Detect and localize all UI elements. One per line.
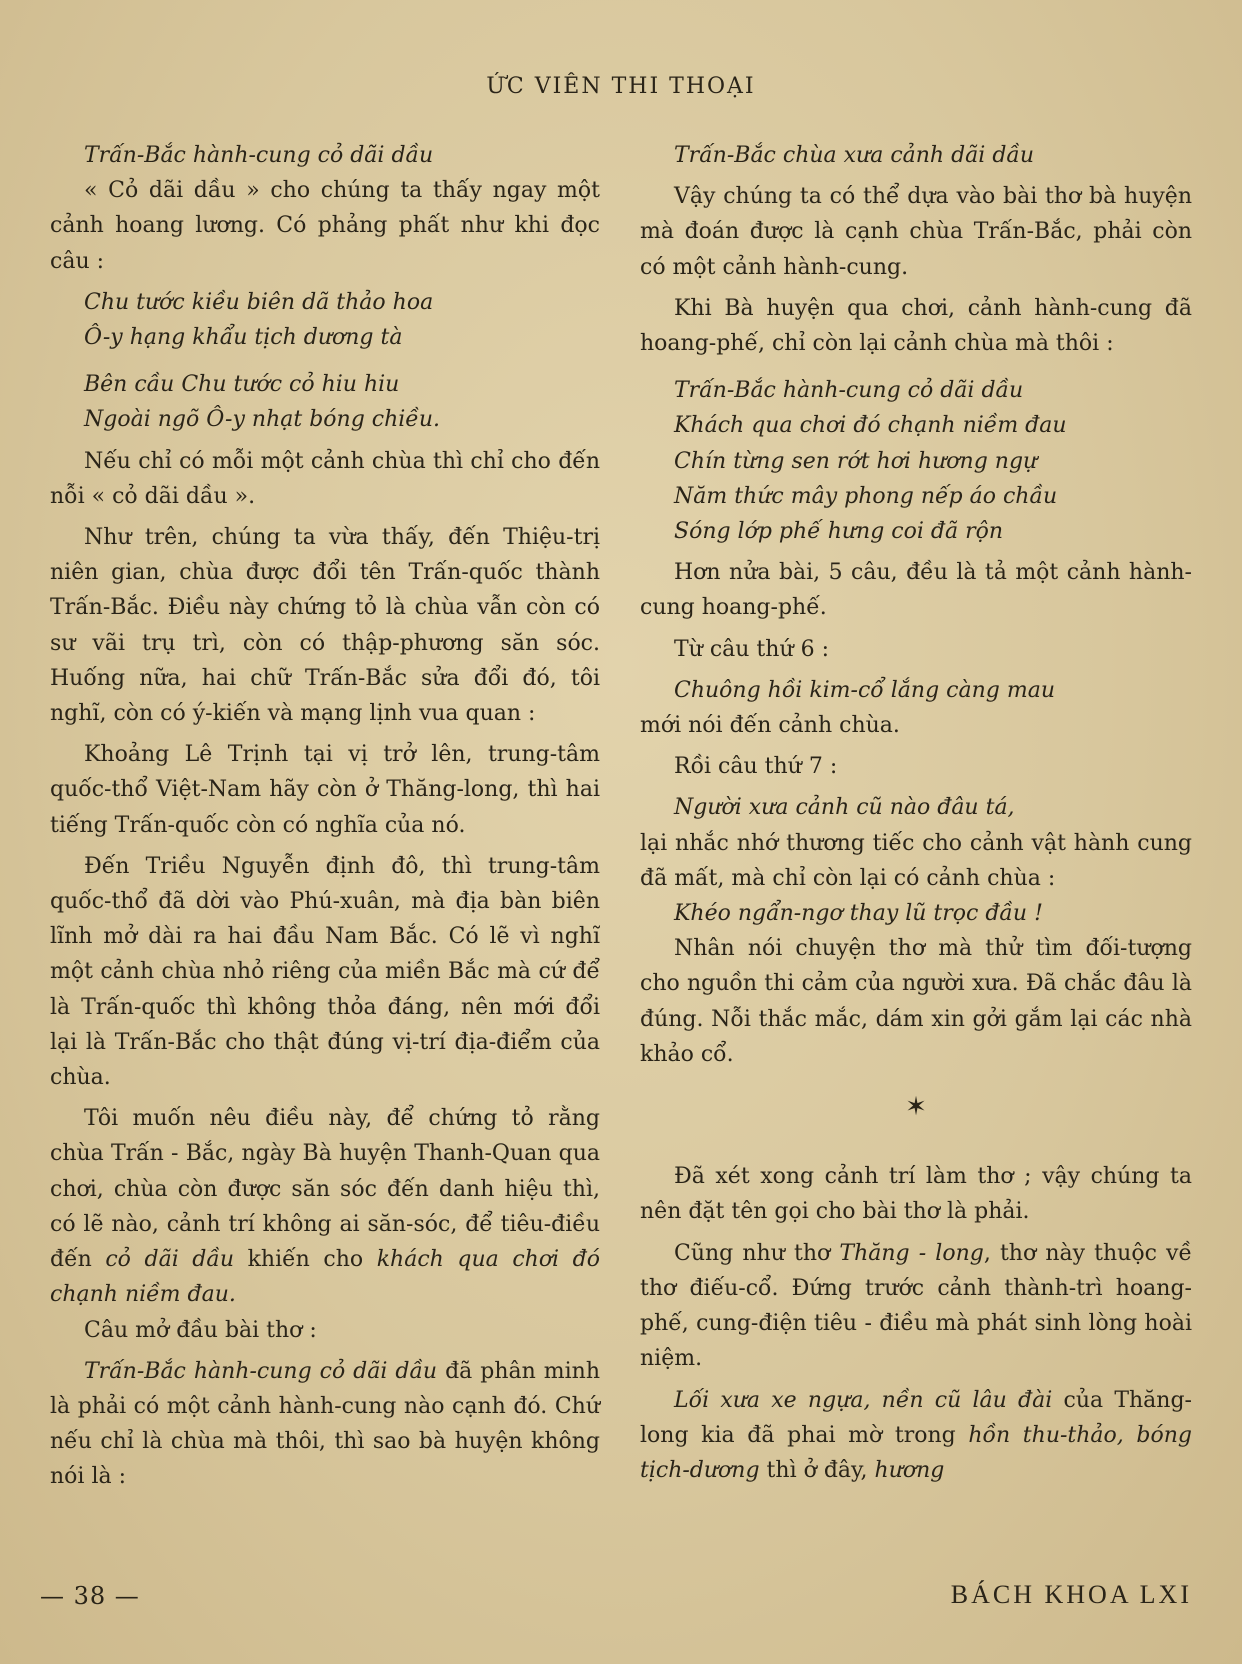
paragraph: Nếu chỉ có mỗi một cảnh chùa thì chỉ cho đến nỗi « cỏ dãi dầu ». — [50, 448, 600, 509]
paragraph: Đến Triều Nguyễn định đô, thì trung-tâm quốc-thổ đã dời vào Phú-xuân, mà địa bàn biên lĩnh mở dài ra hai đầu Nam Bắc. Có lẽ vì nghĩ một cảnh chùa nhỏ riêng của miền Bắc mà cứ để là Trấn-quốc thì không thỏa đáng, nên mới đổi lại là Trấn-Bắc cho thật đúng vị-trí địa-điểm của chùa. — [50, 853, 600, 1091]
paragraph: « Cỏ dãi dầu » cho chúng ta thấy ngay một cảnh hoang lương. Có phảng phất như khi đọc câu : — [50, 178, 600, 274]
verse-line: Sóng lớp phế hưng coi đã rộn — [674, 519, 1004, 545]
paragraph: Như trên, chúng ta vừa thấy, đến Thiệu-trị niên gian, chùa được đổi tên Trấn-quốc thành Trấn-Bắc. Điều này chứng tỏ là chùa vẫn còn có sư vãi trụ trì, còn có thập-phương săn sóc. Huống nữa, hai chữ Trấn-Bắc sửa đổi đó, tôi nghĩ, còn có ý-kiến và mạng lịnh vua quan : — [50, 525, 600, 727]
italic-quote: hồn thu-thảo, bóng tịch-dương — [640, 1422, 1192, 1483]
italic-quote: Lối xưa xe ngựa, nền cũ lâu đài — [674, 1387, 1053, 1413]
paragraph: mới nói đến cảnh chùa. — [640, 713, 900, 739]
paragraph-text: Tôi muốn nêu điều này, để chứng tỏ rằng chùa Trấn - Bắc, ngày Bà huyện Thanh-Quan qua chơi, chùa còn được săn sóc đến danh hiệu thì, có lẽ nào, cảnh trí không ai săn-sóc, để tiêu-điều đến — [50, 1106, 600, 1273]
verse-line: Trấn-Bắc hành-cung cỏ dãi dầu — [674, 378, 1024, 404]
paragraph: Hơn nửa bài, 5 câu, đều là tả một cảnh hành-cung hoang-phế. — [640, 560, 1192, 621]
verse-line: Khéo ngẩn-ngơ thay lũ trọc đầu ! — [674, 901, 1043, 927]
verse-line: Trấn-Bắc hành-cung cỏ dãi dầu — [84, 143, 434, 168]
running-header: ỨC VIÊN THI THOẠI — [486, 74, 756, 99]
journal-name: BÁCH KHOA LXI — [950, 1580, 1192, 1609]
italic-quote: Trấn-Bắc hành-cung cỏ dãi dầu — [84, 1358, 438, 1384]
italic-quote: khách qua chơi đó chạnh niềm đau. — [50, 1247, 600, 1308]
paragraph: Vậy chúng ta có thể dựa vào bài thơ bà huyện mà đoán được là cạnh chùa Trấn-Bắc, phải còn có một cảnh hành-cung. — [640, 184, 1192, 280]
paragraph-text: , thơ này thuộc về thơ điếu-cổ. Đứng trước cảnh thành-trì hoang-phế, cung-điện tiêu - điều mà phát sinh lòng hoài niệm. — [640, 1240, 1192, 1372]
paragraph: Nhân nói chuyện thơ mà thử tìm đối-tượng cho nguồn thi cảm của người xưa. Đã chắc đâu là đúng. Nỗi thắc mắc, dám xin gởi gắm lại các nhà khảo cổ. — [640, 936, 1192, 1067]
verse-line: Chu tước kiều biên dã thảo hoa — [84, 289, 434, 315]
verse-line: Ô-y hạng khẩu tịch dương tà — [84, 325, 403, 351]
right-column — [640, 138, 1192, 1488]
paragraph-text: khiến cho — [234, 1247, 377, 1273]
verse-line: Khách qua chơi đó chạnh niềm đau — [674, 413, 1067, 439]
paragraph — [50, 1101, 600, 1312]
left-column — [50, 138, 600, 1495]
paragraph — [640, 1236, 1192, 1377]
verse-line: Chín từng sen rớt hơi hương ngự — [674, 448, 1038, 474]
italic-quote: cỏ dãi dầu — [105, 1247, 235, 1273]
paragraph-text: của Thăng-long kia đã phai mờ trong — [640, 1387, 1192, 1448]
paragraph: Khoảng Lê Trịnh tại vị trở lên, trung-tâm quốc-thổ Việt-Nam hãy còn ở Thăng-long, thì hai tiếng Trấn-quốc còn có nghĩa của nó. — [50, 742, 600, 838]
paragraph: Đã xét xong cảnh trí làm thơ ; vậy chúng ta nên đặt tên gọi cho bài thơ là phải. — [640, 1164, 1192, 1225]
verse-line: Chuông hồi kim-cổ lắng càng mau — [674, 677, 1055, 703]
verse-line: Ngoài ngõ Ô-y nhạt bóng chiều. — [84, 407, 440, 433]
italic-quote: hương — [874, 1457, 945, 1483]
verse-line: Người xưa cảnh cũ nào đâu tá, — [674, 795, 1015, 821]
verse-line: Năm thức mây phong nếp áo chầu — [674, 483, 1058, 509]
paragraph: Rồi câu thứ 7 : — [674, 754, 838, 780]
section-divider-star-icon: ✶ — [905, 1092, 927, 1123]
paragraph-text: đã phân minh là phải có một cảnh hành-cung nào cạnh đó. Chứ nếu chỉ là chùa mà thôi, thì sao bà huyện không nói là : — [50, 1358, 601, 1490]
paragraph — [640, 1383, 1192, 1489]
paragraph-text: Cũng như thơ — [674, 1240, 840, 1266]
verse-line: Bên cầu Chu tước cỏ hiu hiu — [84, 372, 400, 398]
paragraph-text: thì ở đây, — [759, 1457, 875, 1483]
paragraph: Từ câu thứ 6 : — [674, 636, 830, 662]
paragraph: Khi Bà huyện qua chơi, cảnh hành-cung đã hoang-phế, chỉ còn lại cảnh chùa mà thôi : — [640, 295, 1192, 357]
paragraph: Câu mở đầu bài thơ : — [84, 1317, 317, 1343]
page-number: — 38 — — [40, 1582, 140, 1610]
paragraph: lại nhắc nhớ thương tiếc cho cảnh vật hành cung đã mất, mà chỉ còn lại có cảnh chùa : — [640, 830, 1192, 891]
italic-quote: Thăng - long — [839, 1240, 984, 1266]
verse-line: Trấn-Bắc chùa xưa cảnh dãi dầu — [674, 143, 1035, 168]
paragraph — [50, 1354, 600, 1495]
